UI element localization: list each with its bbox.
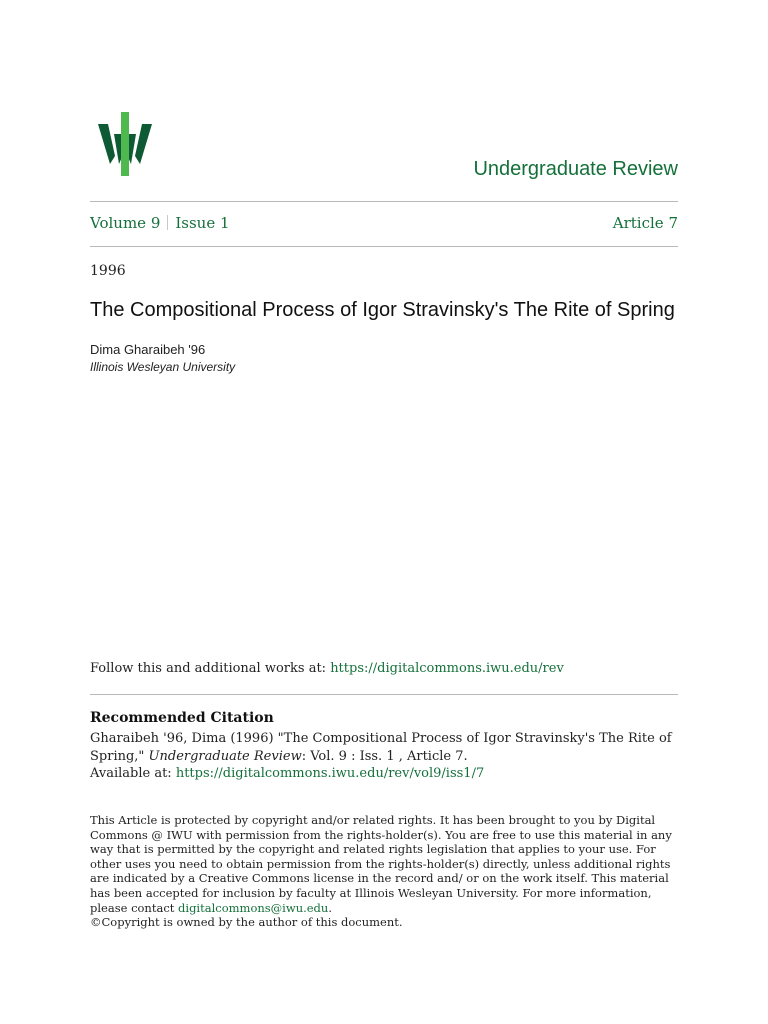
available-label: Available at: bbox=[90, 766, 176, 781]
divider bbox=[90, 201, 678, 202]
volume-link[interactable]: Volume 9 bbox=[90, 214, 161, 232]
citation-volume: : Vol. 9 : Iss. 1 , Article 7. bbox=[301, 748, 468, 764]
rights-text: This Article is protected by copyright and/or related rights. It has been brought to you by Digital Commons @ IWU with permission from the rights-holder(s). You are free to use this material in any way that is permitted by the copyright and related rights legislation that applies to your use. For other uses you need to obtain permission from the rights-holder(s) directly, unless additional rights are indicated by a Creative Commons license in the record and/ or on the work itself. This material has been accepted for inclusion by faculty at Illinois Wesleyan University. For more information, please contact bbox=[90, 813, 672, 915]
rights-statement bbox=[90, 813, 680, 930]
follow-text: Follow this and additional works at: bbox=[90, 661, 331, 676]
collection-link[interactable]: https://digitalcommons.iwu.edu/rev bbox=[330, 661, 564, 676]
article-number-link[interactable]: Article 7 bbox=[612, 214, 678, 232]
author-affiliation: Illinois Wesleyan University bbox=[90, 360, 236, 374]
citation-journal: Undergraduate Review bbox=[148, 748, 302, 764]
journal-title[interactable]: Undergraduate Review bbox=[473, 158, 678, 180]
citation-body: Gharaibeh '96, Dima (1996) "The Compositional Process of Igor Stravinsky's The Rite of Spring," bbox=[90, 731, 672, 764]
issue-link[interactable]: Issue 1 bbox=[175, 214, 230, 232]
citation-text bbox=[90, 730, 680, 783]
divider bbox=[90, 694, 678, 695]
volume-issue bbox=[90, 214, 230, 232]
publication-year: 1996 bbox=[90, 263, 126, 279]
divider bbox=[90, 246, 678, 247]
author-name: Dima Gharaibeh '96 bbox=[90, 342, 206, 357]
article-url-link[interactable]: https://digitalcommons.iwu.edu/rev/vol9/iss1/7 bbox=[175, 766, 485, 781]
article-title: The Compositional Process of Igor Stravinsky's The Rite of Spring bbox=[90, 299, 675, 321]
copyright-notice: ©Copyright is owned by the author of this document. bbox=[90, 915, 403, 930]
follow-line bbox=[90, 661, 564, 676]
rights-period: . bbox=[328, 900, 332, 915]
recommended-citation-heading: Recommended Citation bbox=[90, 710, 274, 726]
separator bbox=[167, 215, 168, 230]
iwu-w-logo-icon bbox=[97, 112, 153, 178]
contact-email-link[interactable]: digitalcommons@iwu.edu bbox=[178, 900, 329, 915]
